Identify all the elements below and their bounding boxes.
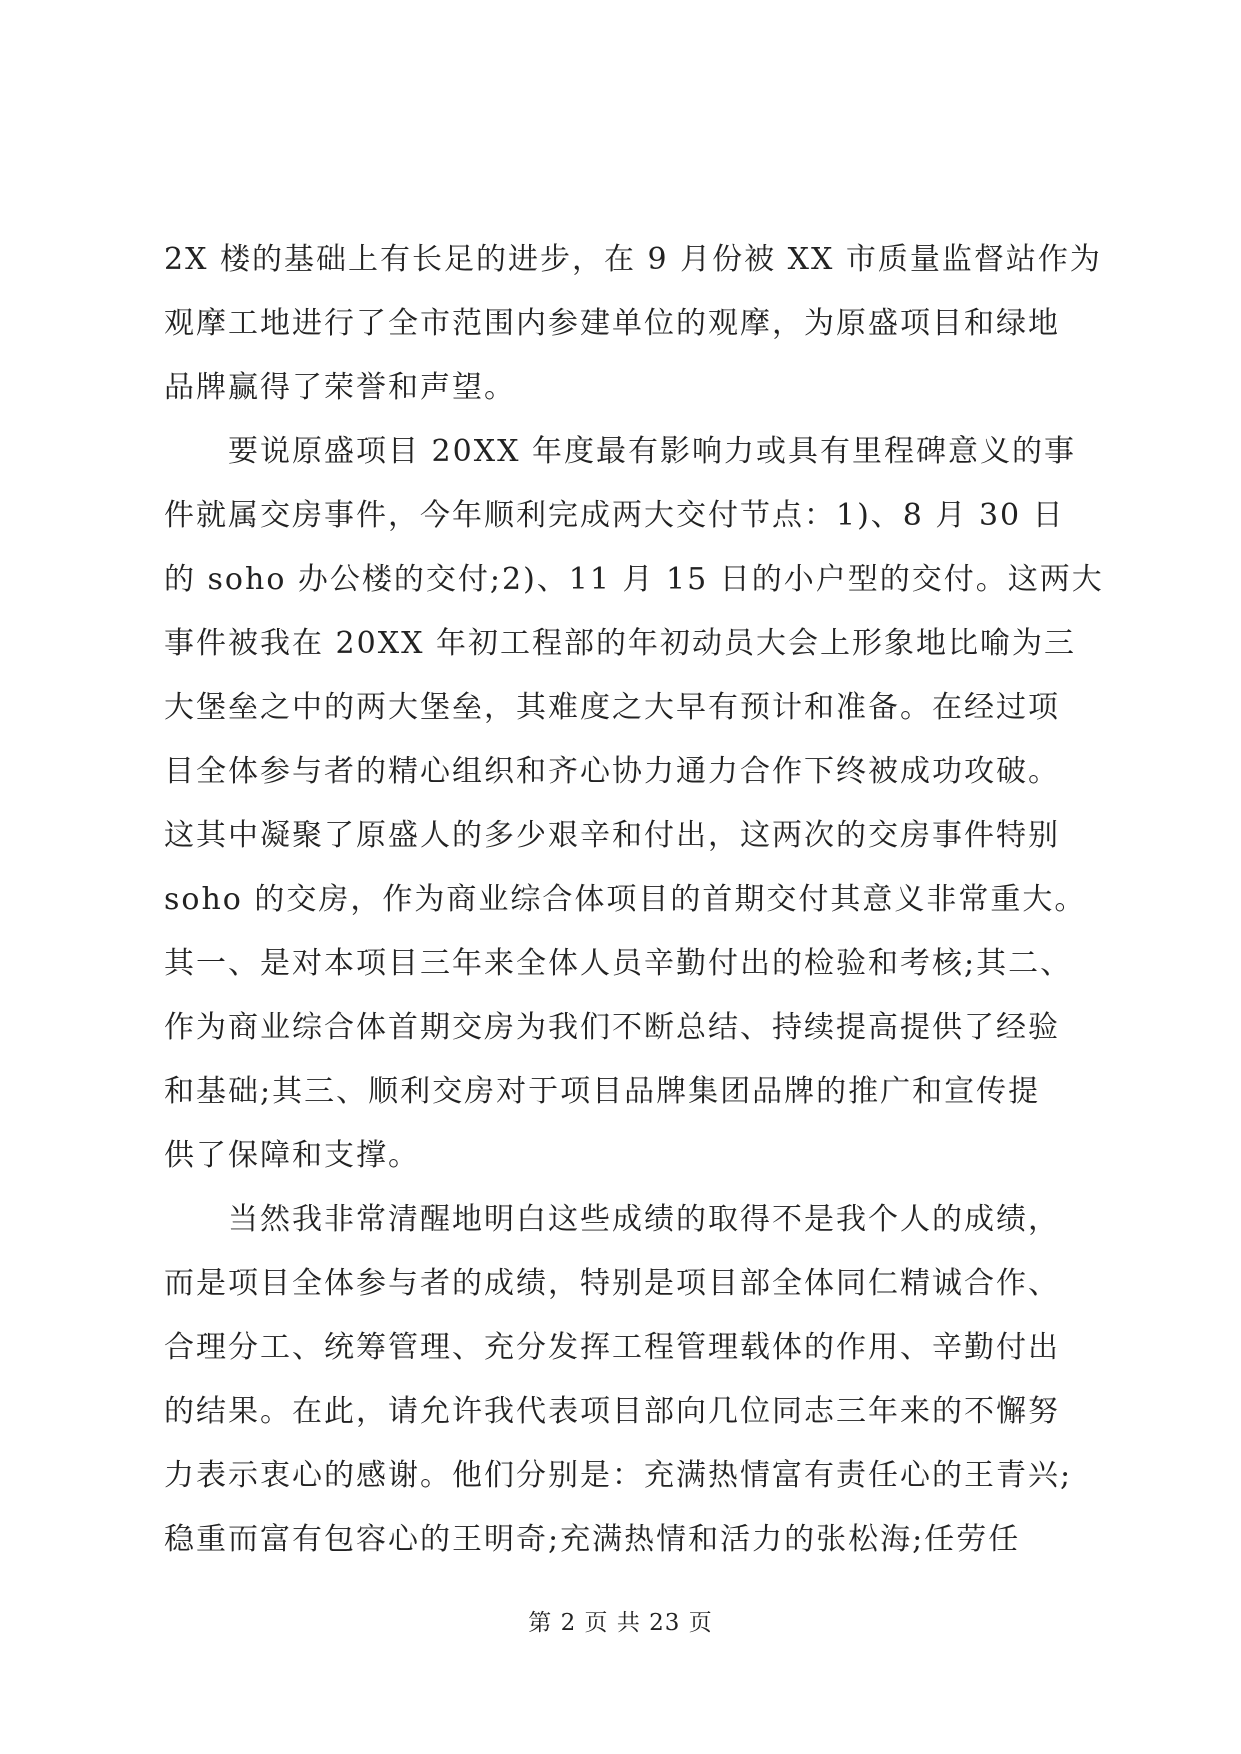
text-line: soho 的交房，作为商业综合体项目的首期交付其意义非常重大。 <box>164 882 1087 917</box>
text-line: 供了保障和支撑。 <box>164 1138 420 1173</box>
text-line: 的 soho 办公楼的交付;2)、11 月 15 日的小户型的交付。这两大 <box>164 562 1104 597</box>
text-line: 大堡垒之中的两大堡垒，其难度之大早有预计和准备。在经过项 <box>164 690 1060 725</box>
body-text <box>164 228 1104 1572</box>
text-line: 而是项目全体参与者的成绩，特别是项目部全体同仁精诚合作、 <box>164 1266 1060 1301</box>
text-line: 和基础;其三、顺利交房对于项目品牌集团品牌的推广和宣传提 <box>164 1074 1041 1109</box>
text-line: 作为商业综合体首期交房为我们不断总结、持续提高提供了经验 <box>164 1010 1060 1045</box>
text-line: 合理分工、统筹管理、充分发挥工程管理载体的作用、辛勤付出 <box>164 1330 1060 1365</box>
text-line: 当然我非常清醒地明白这些成绩的取得不是我个人的成绩， <box>164 1202 1060 1237</box>
text-line: 其一、是对本项目三年来全体人员辛勤付出的检验和考核;其二、 <box>164 946 1073 981</box>
text-line: 力表示衷心的感谢。他们分别是：充满热情富有责任心的王青兴; <box>164 1458 1073 1493</box>
text-line: 件就属交房事件，今年顺利完成两大交付节点：1)、8 月 30 日 <box>164 498 1065 533</box>
text-line: 要说原盛项目 20XX 年度最有影响力或具有里程碑意义的事 <box>164 434 1076 469</box>
text-line: 的结果。在此，请允许我代表项目部向几位同志三年来的不懈努 <box>164 1394 1060 1429</box>
text-line: 目全体参与者的精心组织和齐心协力通力合作下终被成功攻破。 <box>164 754 1060 789</box>
text-line: 这其中凝聚了原盛人的多少艰辛和付出，这两次的交房事件特别 <box>164 818 1060 853</box>
text-line: 2X 楼的基础上有长足的进步，在 9 月份被 XX 市质量监督站作为 <box>164 242 1102 277</box>
page-number-footer: 第 2 页 共 23 页 <box>528 1610 713 1636</box>
text-line: 事件被我在 20XX 年初工程部的年初动员大会上形象地比喻为三 <box>164 626 1076 661</box>
text-line: 稳重而富有包容心的王明奇;充满热情和活力的张松海;任劳任 <box>164 1522 1021 1557</box>
text-line: 品牌赢得了荣誉和声望。 <box>164 370 516 405</box>
text-line: 观摩工地进行了全市范围内参建单位的观摩，为原盛项目和绿地 <box>164 306 1060 341</box>
